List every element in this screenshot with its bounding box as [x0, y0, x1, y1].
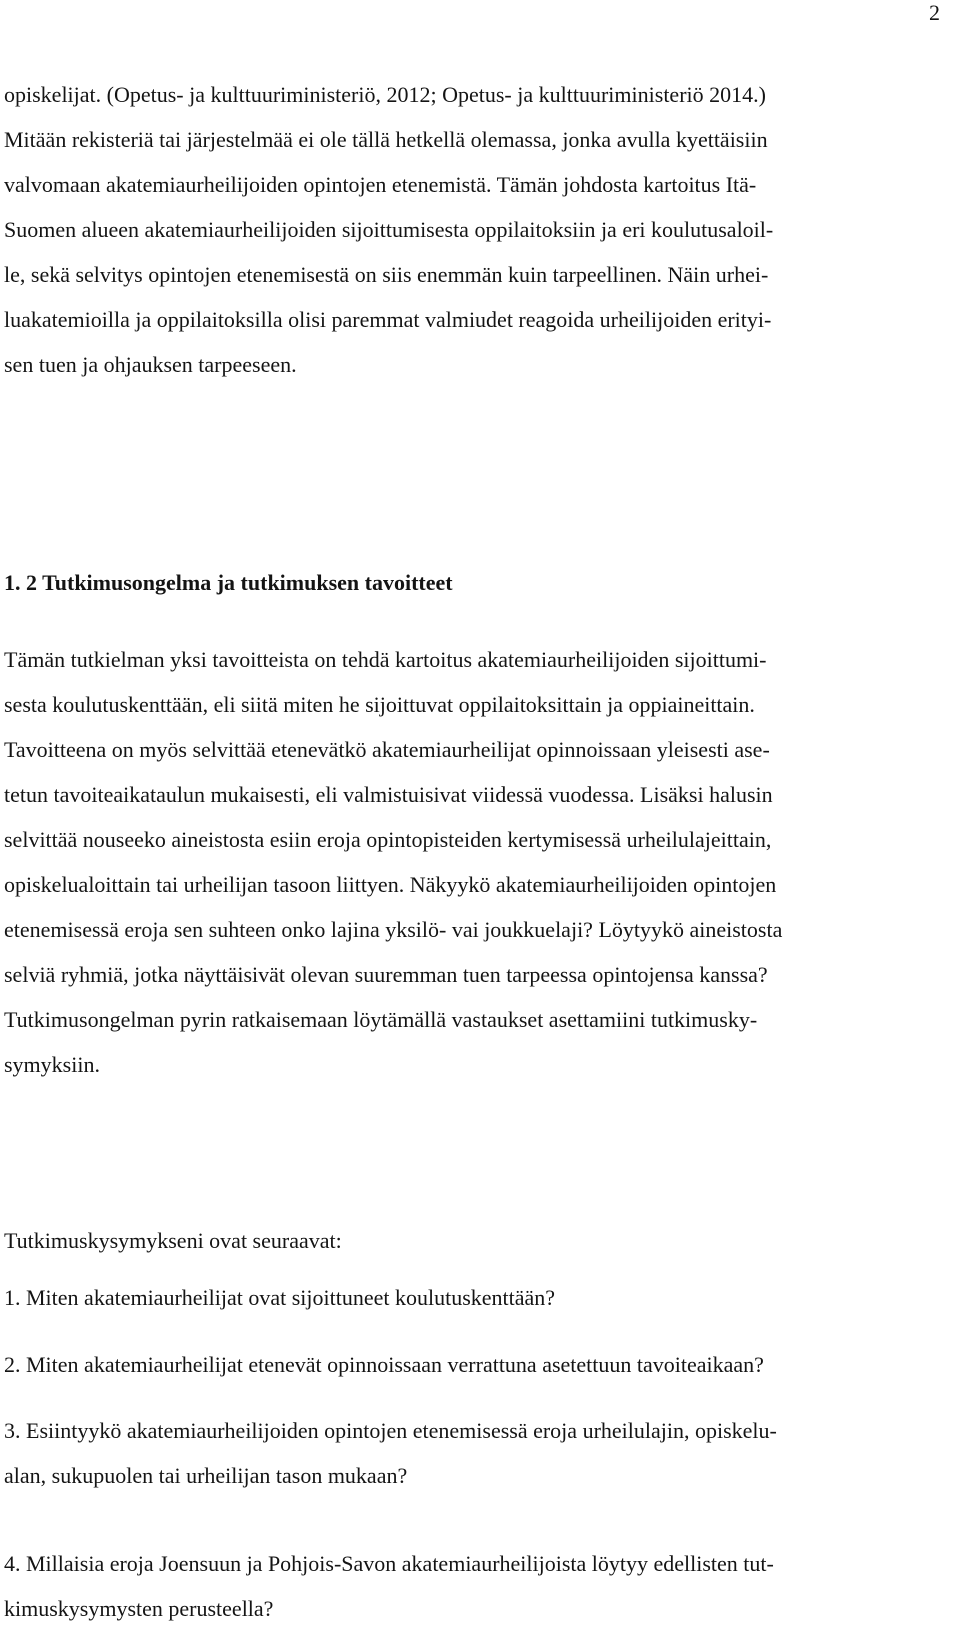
text-line: etenemisessä eroja sen suhteen onko lajina yksilö- vai joukkuelaji? Löytyykö aineistosta [4, 917, 783, 942]
question-line: 4. Millaisia eroja Joensuun ja Pohjois-Savon akatemiaurheilijoista löytyy edellisten tut- [4, 1551, 774, 1576]
text-line: tetun tavoiteaikataulun mukaisesti, eli valmistuisivat viidessä vuodessa. Lisäksi halusin [4, 782, 773, 807]
research-question-4 [4, 1541, 959, 1631]
text-line: luakatemioilla ja oppilaitoksilla olisi paremmat valmiudet reagoida urheilijoiden erityi- [4, 307, 772, 332]
text-line: Tutkimusongelman pyrin ratkaisemaan löytämällä vastaukset asettamiini tutkimusky- [4, 1007, 758, 1032]
text-line: Mitään rekisteriä tai järjestelmää ei ole tällä hetkellä olemassa, jonka avulla kyettäisiin [4, 127, 768, 152]
question-line: kimuskysymysten perusteella? [4, 1596, 274, 1621]
section-heading: 1. 2 Tutkimusongelma ja tutkimuksen tavoitteet [4, 570, 453, 595]
question-line: alan, sukupuolen tai urheilijan tason mukaan? [4, 1463, 408, 1488]
text-line: Tämän tutkielman yksi tavoitteista on tehdä kartoitus akatemiaurheilijoiden sijoittumi- [4, 647, 767, 672]
text-line: selviä ryhmiä, jotka näyttäisivät olevan suuremman tuen tarpeessa opintojensa kanssa? [4, 962, 768, 987]
text-line: opiskelijat. (Opetus- ja kulttuuriministeriö, 2012; Opetus- ja kulttuuriministeriö 2014.) [4, 82, 766, 107]
questions-intro: Tutkimuskysymykseni ovat seuraavat: [4, 1228, 342, 1253]
text-line: Tavoitteena on myös selvittää etenevätkö akatemiaurheilijat opinnoissaan yleisesti ase- [4, 737, 770, 762]
body-paragraph-2 [4, 637, 959, 1087]
text-line: Suomen alueen akatemiaurheilijoiden sijoittumisesta oppilaitoksiin ja eri koulutusaloil- [4, 217, 774, 242]
research-question-2 [4, 1342, 959, 1387]
question-line: 3. Esiintyykö akatemiaurheilijoiden opintojen etenemisessä eroja urheilulajin, opiskelu- [4, 1418, 777, 1443]
question-line: 1. Miten akatemiaurheilijat ovat sijoittuneet koulutuskenttään? [4, 1285, 556, 1310]
research-question-1 [4, 1275, 959, 1320]
text-line: sen tuen ja ohjauksen tarpeeseen. [4, 352, 297, 377]
text-line: le, sekä selvitys opintojen etenemisestä on siis enemmän kuin tarpeellinen. Näin urhei- [4, 262, 769, 287]
text-line: sesta koulutuskenttään, eli siitä miten he sijoittuvat oppilaitoksittain ja oppiaineittain. [4, 692, 755, 717]
question-line: 2. Miten akatemiaurheilijat etenevät opinnoissaan verrattuna asetettuun tavoiteaikaan? [4, 1352, 764, 1377]
text-line: valvomaan akatemiaurheilijoiden opintojen etenemistä. Tämän johdosta kartoitus Itä- [4, 172, 757, 197]
page-number: 2 [929, 0, 940, 25]
text-line: selvittää nouseeko aineistosta esiin eroja opintopisteiden kertymisessä urheilulajeittain, [4, 827, 772, 852]
body-paragraph-1 [4, 72, 959, 387]
research-question-3 [4, 1408, 959, 1498]
text-line: symyksiin. [4, 1052, 100, 1077]
text-line: opiskelualoittain tai urheilijan tasoon liittyen. Näkyykö akatemiaurheilijoiden opintojen [4, 872, 777, 897]
